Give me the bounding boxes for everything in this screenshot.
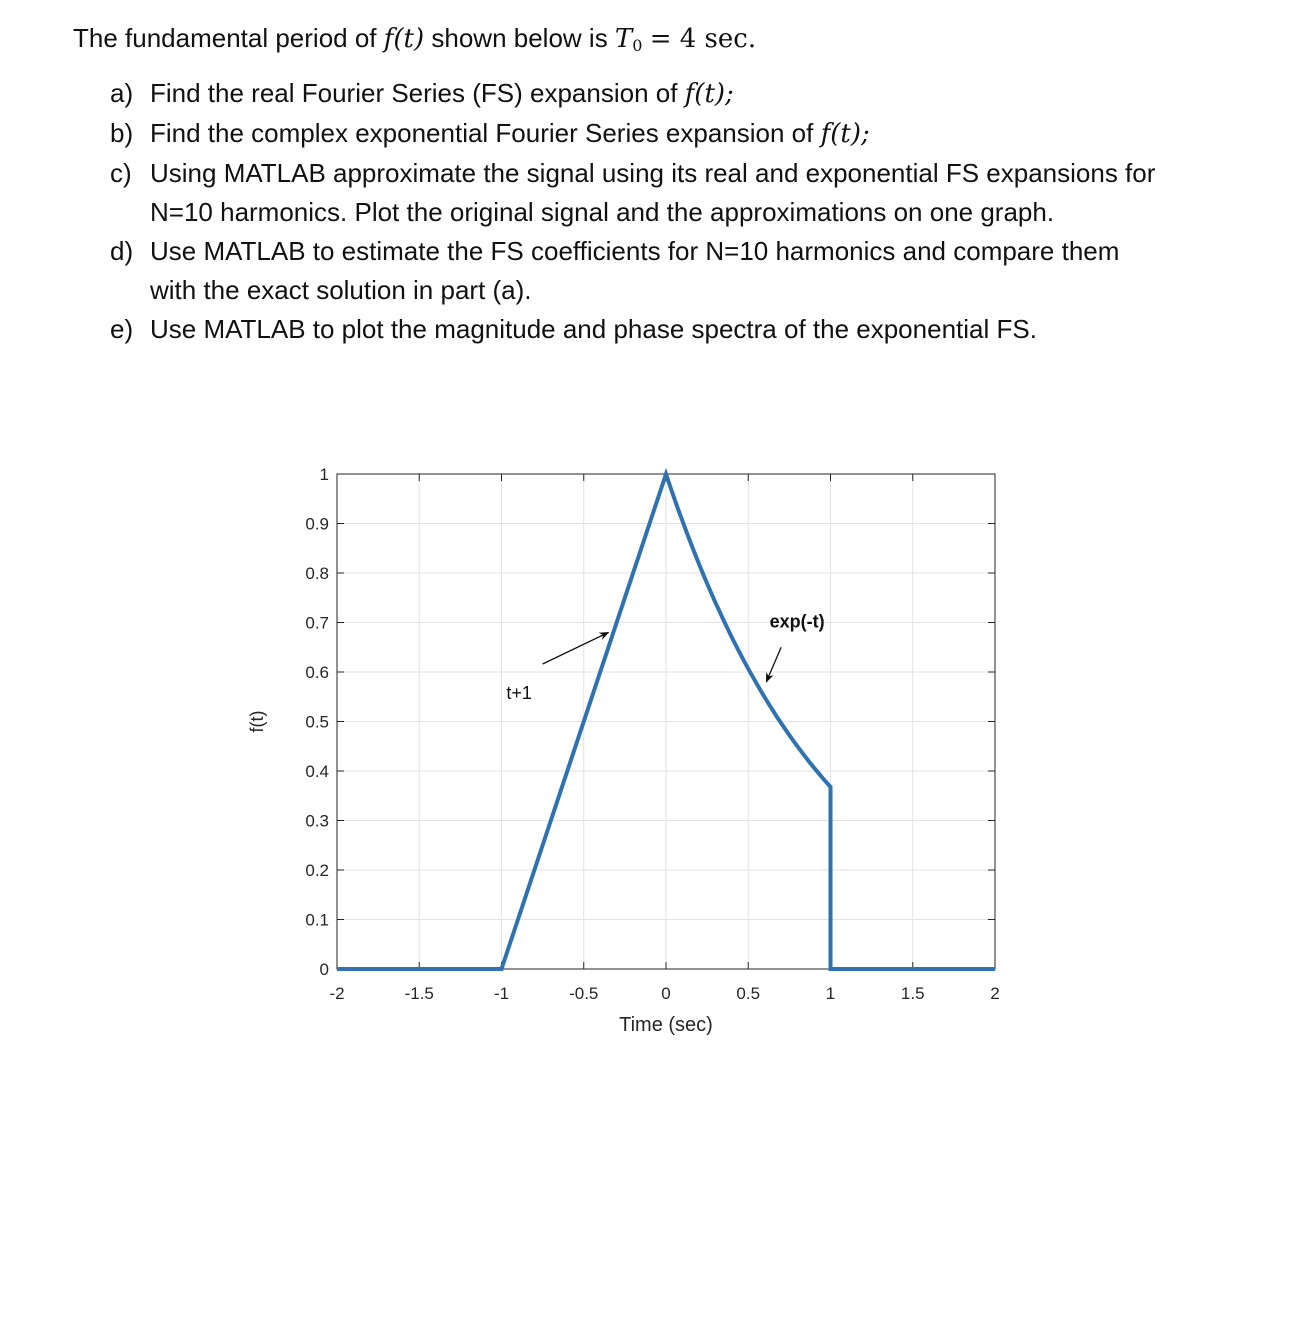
x-tick-label: -0.5 <box>569 984 599 1003</box>
y-tick-label: 0.2 <box>305 861 329 880</box>
annotation-label-exp: exp(-t) <box>769 611 825 632</box>
x-tick-label: 1.5 <box>900 984 925 1003</box>
part-text: Use MATLAB to plot the magnitude and phase spectra of the exponential FS. <box>150 314 1037 344</box>
part-label: b) <box>110 118 134 148</box>
x-axis-label: Time (sec) <box>619 1014 713 1036</box>
period-value: = 4 sec. <box>649 24 757 54</box>
period-symbol: T <box>614 24 633 54</box>
y-tick-label: 0.8 <box>305 564 329 583</box>
x-tick-label: -1 <box>493 984 510 1003</box>
x-tick-label: -2 <box>329 984 345 1003</box>
y-axis-label: f(t) <box>247 710 267 733</box>
part-text: Use MATLAB to estimate the FS coefficients for N=10 harmonics and compare them <box>150 236 1120 266</box>
x-tick-label: 1 <box>825 984 836 1003</box>
y-tick-label: 0.4 <box>305 762 329 781</box>
part-text: Find the complex exponential Fourier Series expansion of <box>150 118 814 148</box>
part-label: c) <box>110 158 132 188</box>
part-function: f(t); <box>820 119 870 149</box>
part-text: Find the real Fourier Series (FS) expansion of <box>150 78 678 108</box>
annotation-label-t-plus-1: t+1 <box>506 683 532 704</box>
y-tick-label: 0.6 <box>305 663 329 682</box>
y-tick-label: 0.3 <box>305 811 329 831</box>
y-tick-label: 0.1 <box>305 910 329 930</box>
y-tick-label: 1 <box>319 465 329 484</box>
intro-prefix: The fundamental period of <box>73 23 377 53</box>
intro-function: f(t) <box>383 24 425 54</box>
x-tick-label: 0.5 <box>736 984 761 1003</box>
y-tick-label: 0.7 <box>305 613 329 633</box>
part-text-continued: N=10 harmonics. Plot the original signal and the approximations on one graph. <box>150 197 1055 227</box>
part-label: e) <box>110 314 134 344</box>
part-label: d) <box>110 236 134 266</box>
x-tick-label: 0 <box>661 984 671 1003</box>
part-label: a) <box>110 78 134 108</box>
part-text-continued: with the exact solution in part (a). <box>150 275 532 305</box>
period-subscript: 0 <box>632 36 643 55</box>
part-function: f(t); <box>684 79 734 109</box>
x-tick-label: -1.5 <box>404 984 434 1003</box>
x-tick-label: 2 <box>990 984 1000 1003</box>
intro-middle: shown below is <box>431 23 608 53</box>
y-tick-label: 0 <box>319 960 329 979</box>
part-text: Using MATLAB approximate the signal using its real and exponential FS expansions for <box>150 158 1156 188</box>
y-tick-label: 0.5 <box>305 712 329 732</box>
y-tick-label: 0.9 <box>305 514 329 534</box>
